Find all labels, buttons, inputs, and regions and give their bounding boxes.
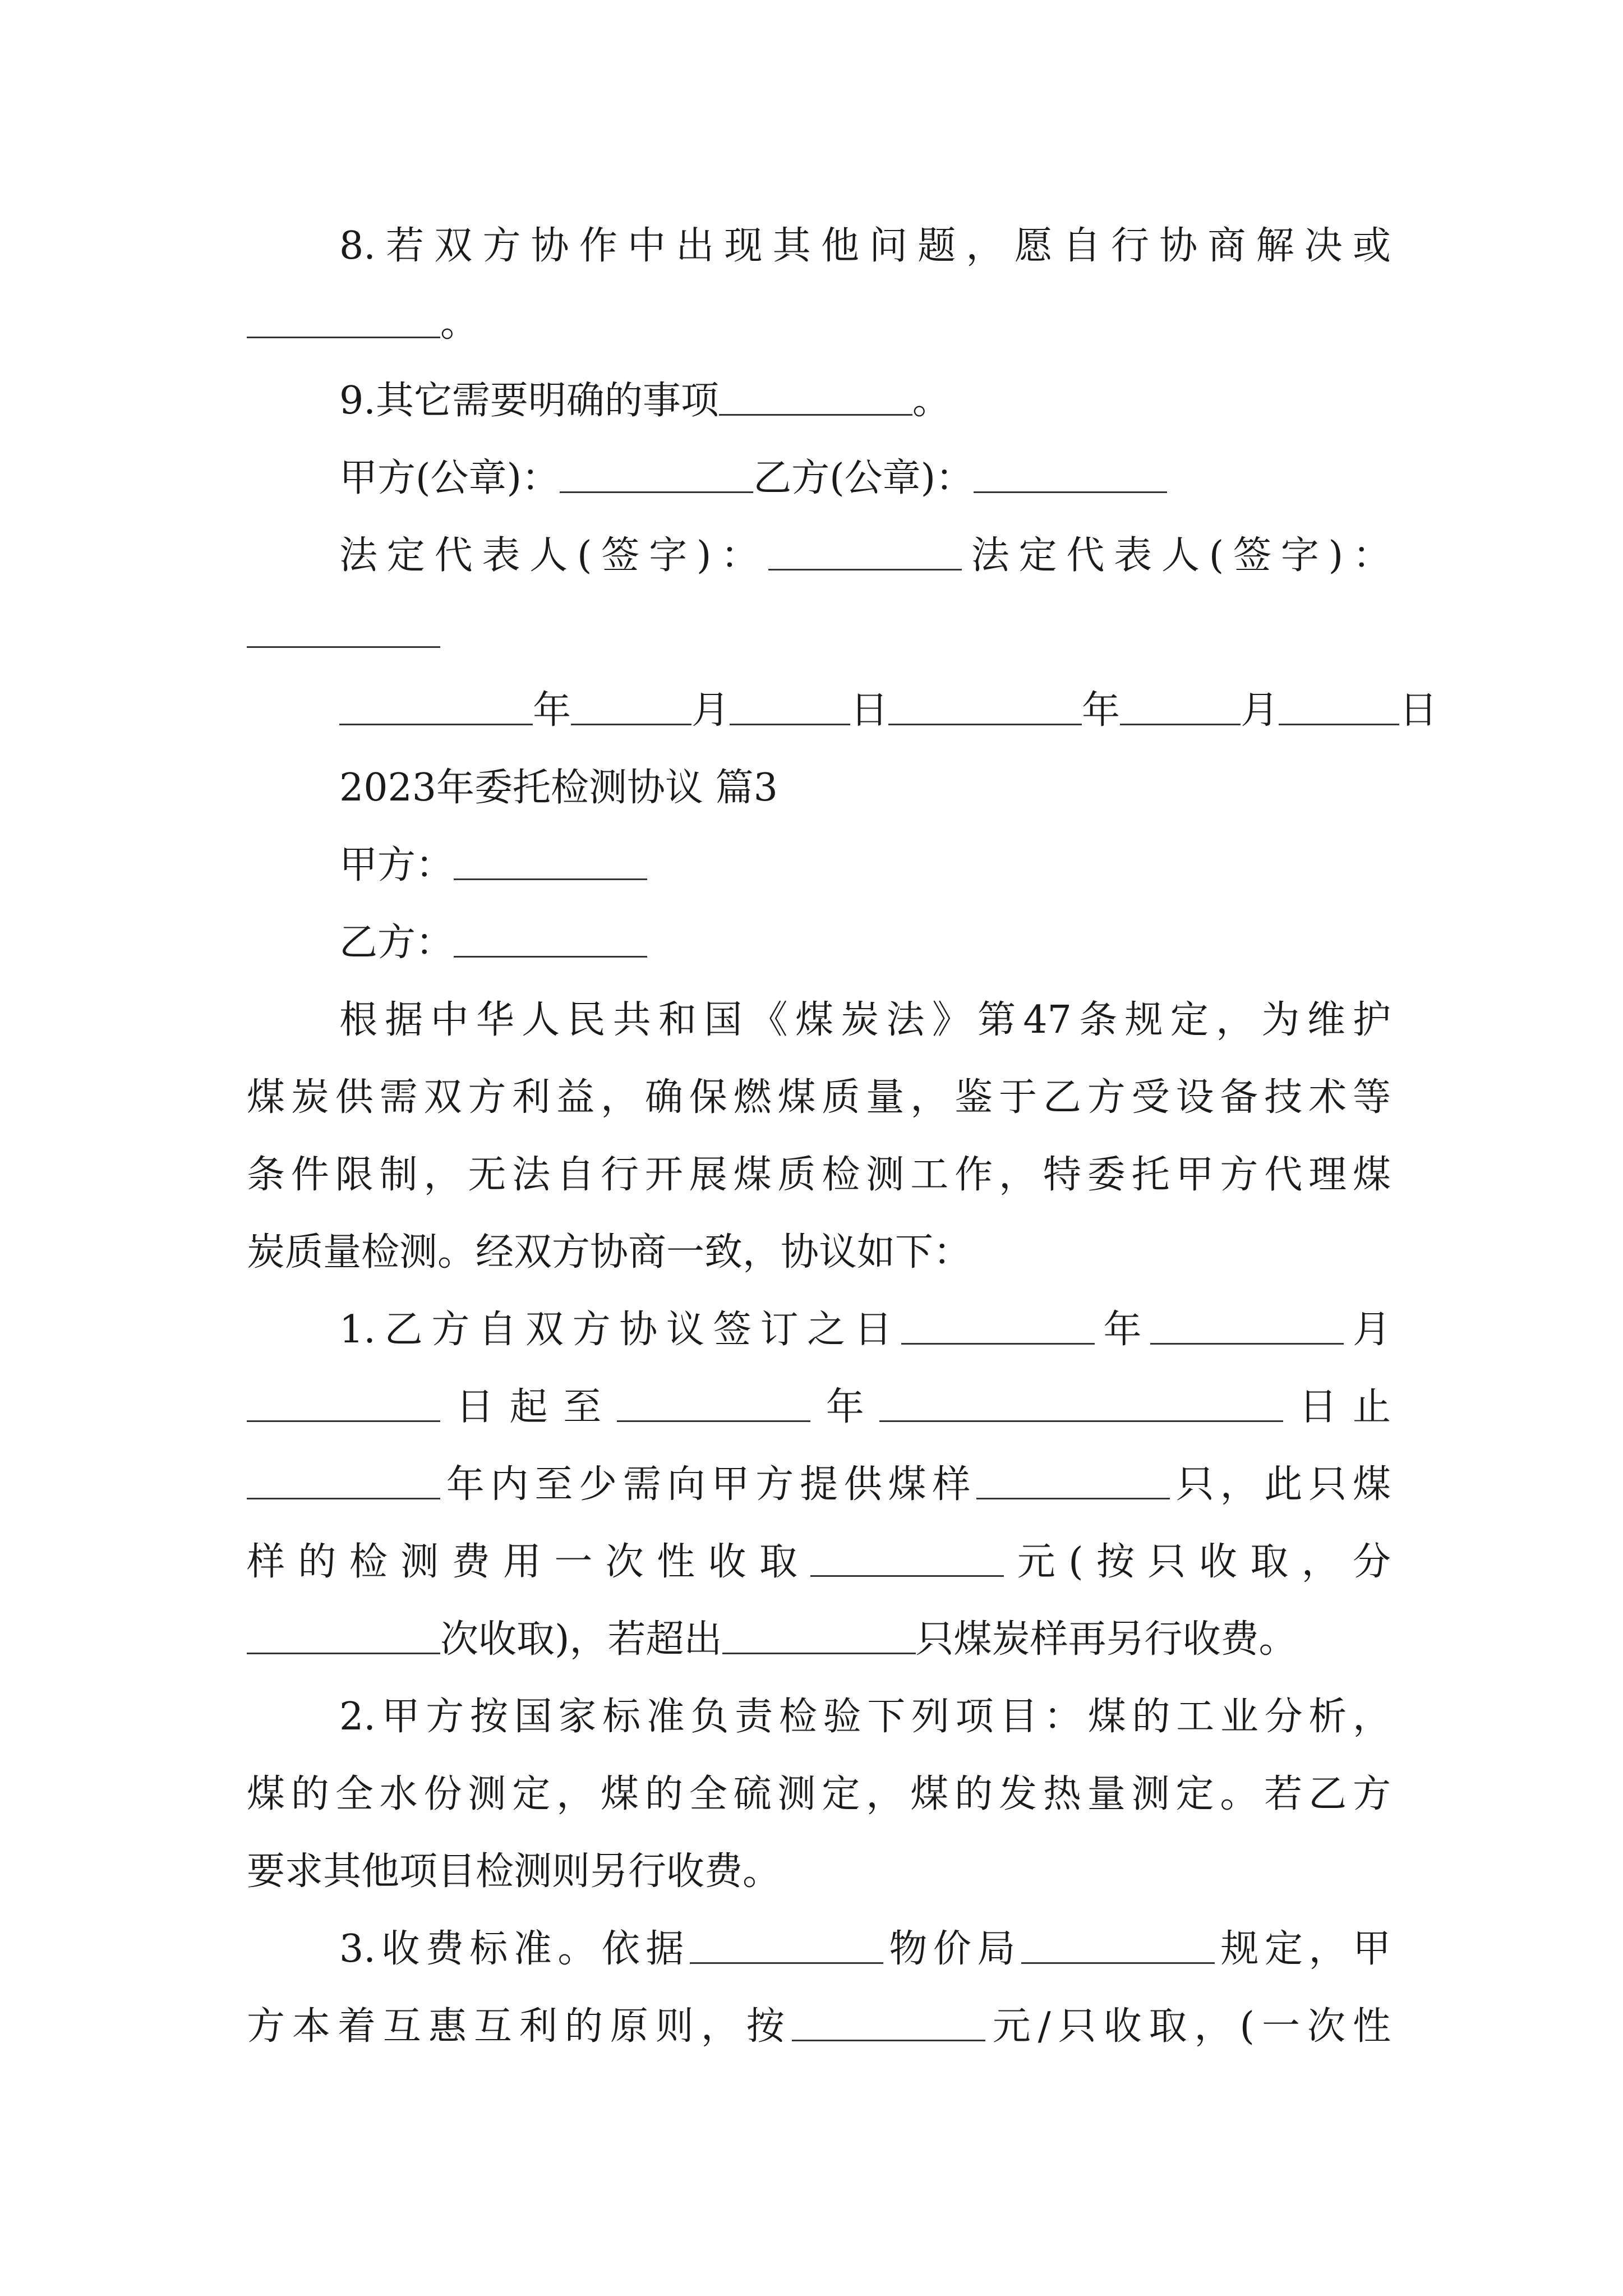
document-page (247, 208, 1438, 2065)
section-heading (247, 749, 1391, 827)
clause-1-line (247, 1524, 1391, 1601)
party-b-rep-label: 法定代表人(签字)： (962, 533, 1391, 578)
clause-text: 日起至 (440, 1385, 617, 1429)
year-label: 年 (1082, 688, 1121, 733)
intro-text: 炭质量检测。经双方协商一致，协议如下： (247, 1230, 972, 1274)
intro-text: 条件限制，无法自行开展煤质检测工作，特委托甲方代理煤 (247, 1153, 1391, 1197)
intro-line (247, 982, 1391, 1059)
party-a-rep-field[interactable] (768, 568, 962, 570)
blank-field[interactable] (792, 2039, 985, 2041)
blank-field[interactable] (976, 1497, 1170, 1499)
clause-text: 年内至少需向甲方提供煤样 (440, 1462, 977, 1507)
legal-rep-line2 (247, 595, 1391, 672)
clause-2-line (247, 1756, 1391, 1833)
clause-text: 次收取)，若超出 (440, 1617, 722, 1662)
party-a-line (247, 827, 1391, 904)
clause-text: 2.甲方按国家标准负责检验下列项目：煤的工业分析， (339, 1695, 1391, 1739)
blank-field[interactable] (617, 1420, 810, 1422)
clause-text: 方本着互惠互利的原则，按 (247, 2004, 792, 2049)
party-b-seal-label: 乙方(公章)： (753, 456, 974, 500)
clause-3-line (247, 1911, 1391, 1988)
month-label: 月 (691, 688, 730, 733)
clause-text: 元/只收取，(一次性 (985, 2004, 1391, 2049)
clause-text: 日止 (1283, 1385, 1391, 1429)
clause-text: 样的检测费用一次性收取 (247, 1540, 811, 1584)
clause-9-text: 9.其它需要明确的事项 (339, 379, 719, 423)
clause-2-line (247, 1678, 1391, 1756)
year-label: 年 (533, 688, 571, 733)
blank-field[interactable] (722, 1652, 916, 1654)
month-label: 月 (1241, 688, 1279, 733)
blank-field[interactable] (1021, 1962, 1215, 1964)
period: 。 (912, 379, 951, 423)
clause-text: 规定，甲 (1214, 1927, 1391, 1971)
clause-3-line (247, 1988, 1391, 2065)
date-line (247, 672, 1438, 749)
clause-text: 要求其他项目检测则另行收费。 (247, 1849, 781, 1894)
party-a-label: 甲方： (339, 843, 454, 887)
intro-line (247, 1214, 1391, 1291)
clause-1-line (247, 1369, 1391, 1446)
clause-8-line2 (247, 285, 1391, 362)
blank-field[interactable] (1150, 1342, 1344, 1345)
seal-line (247, 440, 1391, 517)
day-field[interactable] (730, 723, 850, 725)
year-field[interactable] (888, 723, 1082, 725)
period: 。 (440, 301, 479, 346)
party-b-seal-field[interactable] (974, 491, 1167, 493)
day-label: 日 (850, 688, 889, 733)
clause-text: 煤的全水份测定，煤的全硫测定，煤的发热量测定。若乙方 (247, 1772, 1391, 1816)
blank-field[interactable] (247, 1497, 440, 1499)
clause-8-text: 8.若双方协作中出现其他问题，愿自行协商解决或 (339, 224, 1391, 268)
clause-text: 只煤炭样再另行收费。 (915, 1617, 1297, 1662)
clause-text: 元(按只收取，分 (1004, 1540, 1391, 1584)
intro-line (247, 1137, 1391, 1214)
blank-field[interactable] (901, 1342, 1095, 1345)
intro-text: 根据中华人民共和国《煤炭法》第47条规定，为维护 (339, 998, 1391, 1042)
party-b-field[interactable] (454, 955, 647, 958)
month-field[interactable] (1120, 723, 1241, 725)
intro-line (247, 1059, 1391, 1137)
clause-text: 年 (810, 1385, 880, 1429)
day-label: 日 (1399, 688, 1438, 733)
clause-8-line1 (247, 208, 1391, 285)
intro-text: 煤炭供需双方利益，确保燃煤质量，鉴于乙方受设备技术等 (247, 1075, 1391, 1120)
blank-field[interactable] (810, 1575, 1004, 1577)
heading-text: 2023年委托检测协议 篇3 (339, 766, 778, 810)
clause-1-line (247, 1601, 1391, 1678)
party-b-label: 乙方： (339, 921, 454, 965)
clause-2-line (247, 1833, 1391, 1911)
clause-text: 1.乙方自双方协议签订之日 (339, 1308, 901, 1352)
blank-field[interactable] (690, 1962, 883, 1964)
party-a-field[interactable] (454, 878, 647, 880)
blank-field[interactable] (719, 413, 912, 416)
party-b-rep-field[interactable] (247, 646, 440, 648)
clause-text: 3.收费标准。依据 (339, 1927, 690, 1971)
blank-field[interactable] (879, 1420, 1283, 1422)
clause-1-line (247, 1446, 1391, 1524)
year-field[interactable] (339, 723, 533, 725)
month-field[interactable] (571, 723, 691, 725)
legal-rep-line (247, 517, 1391, 595)
day-field[interactable] (1279, 723, 1399, 725)
party-a-rep-label: 法定代表人(签字)： (339, 533, 768, 578)
clause-9-line (247, 362, 1391, 440)
clause-text: 年 (1094, 1308, 1151, 1352)
party-a-seal-label: 甲方(公章)： (339, 456, 560, 500)
party-b-line (247, 904, 1391, 982)
blank-field[interactable] (247, 1652, 440, 1654)
blank-field[interactable] (247, 1420, 440, 1422)
clause-text: 只，此只煤 (1170, 1462, 1391, 1507)
clause-1-line (247, 1291, 1391, 1369)
clause-text: 月 (1344, 1308, 1391, 1352)
party-a-seal-field[interactable] (560, 491, 753, 493)
blank-field[interactable] (247, 336, 440, 338)
clause-text: 物价局 (883, 1927, 1021, 1971)
